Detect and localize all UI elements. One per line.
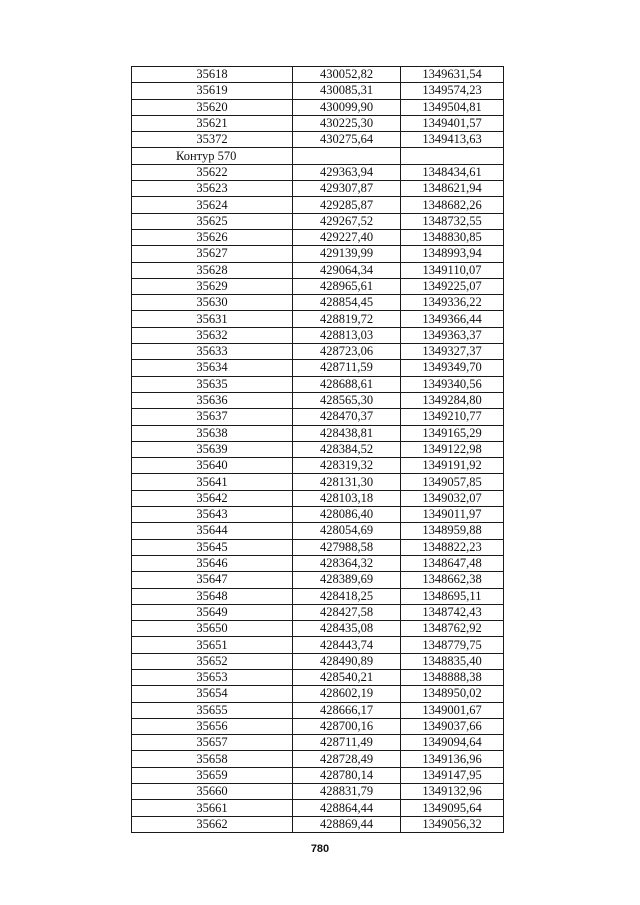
x-coordinate-cell: 428666,17 (293, 702, 401, 718)
point-number-cell: 35628 (132, 262, 293, 278)
y-coordinate-cell: 1349401,57 (401, 115, 504, 131)
point-number-cell: 35650 (132, 621, 293, 637)
y-coordinate-cell: 1349349,70 (401, 360, 504, 376)
point-number-cell: 35648 (132, 588, 293, 604)
contour-header-row (132, 148, 504, 164)
x-coordinate-cell: 428780,14 (293, 767, 401, 783)
point-number-cell: 35619 (132, 83, 293, 99)
y-coordinate-cell: 1349327,37 (401, 344, 504, 360)
x-coordinate-cell: 428869,44 (293, 816, 401, 832)
y-coordinate-cell: 1349037,66 (401, 718, 504, 734)
table-row (132, 490, 504, 506)
point-number-cell: 35639 (132, 441, 293, 457)
y-coordinate-cell: 1348434,61 (401, 164, 504, 180)
x-coordinate-cell: 428427,58 (293, 604, 401, 620)
x-coordinate-cell: 428864,44 (293, 800, 401, 816)
table-row (132, 474, 504, 490)
point-number-cell: 35624 (132, 197, 293, 213)
empty-cell (293, 148, 401, 164)
y-coordinate-cell: 1348993,94 (401, 246, 504, 262)
table-row (132, 425, 504, 441)
point-number-cell: 35644 (132, 523, 293, 539)
point-number-cell: 35645 (132, 539, 293, 555)
y-coordinate-cell: 1349631,54 (401, 67, 504, 83)
x-coordinate-cell: 428723,06 (293, 344, 401, 360)
x-coordinate-cell: 429285,87 (293, 197, 401, 213)
table-row (132, 718, 504, 734)
page-number: 780 (310, 843, 330, 855)
x-coordinate-cell: 427988,58 (293, 539, 401, 555)
y-coordinate-cell: 1349057,85 (401, 474, 504, 490)
x-coordinate-cell: 429267,52 (293, 213, 401, 229)
table-row (132, 262, 504, 278)
table-row (132, 784, 504, 800)
y-coordinate-cell: 1349165,29 (401, 425, 504, 441)
point-number-cell: 35658 (132, 751, 293, 767)
y-coordinate-cell: 1348950,02 (401, 686, 504, 702)
x-coordinate-cell: 429227,40 (293, 229, 401, 245)
x-coordinate-cell: 428470,37 (293, 409, 401, 425)
x-coordinate-cell: 428602,19 (293, 686, 401, 702)
table-row (132, 588, 504, 604)
y-coordinate-cell: 1348695,11 (401, 588, 504, 604)
y-coordinate-cell: 1349095,64 (401, 800, 504, 816)
point-number-cell: 35618 (132, 67, 293, 83)
y-coordinate-cell: 1348888,38 (401, 669, 504, 685)
point-number-cell: 35634 (132, 360, 293, 376)
point-number-cell: 35625 (132, 213, 293, 229)
table-row (132, 83, 504, 99)
point-number-cell: 35655 (132, 702, 293, 718)
point-number-cell: 35649 (132, 604, 293, 620)
y-coordinate-cell: 1348779,75 (401, 637, 504, 653)
table-row (132, 458, 504, 474)
table-row (132, 751, 504, 767)
table-row (132, 653, 504, 669)
x-coordinate-cell: 428435,08 (293, 621, 401, 637)
coordinates-table-body (132, 67, 504, 833)
point-number-cell: 35632 (132, 327, 293, 343)
y-coordinate-cell: 1349001,67 (401, 702, 504, 718)
y-coordinate-cell: 1349336,22 (401, 295, 504, 311)
x-coordinate-cell: 430225,30 (293, 115, 401, 131)
point-number-cell: 35623 (132, 181, 293, 197)
point-number-cell: 35621 (132, 115, 293, 131)
y-coordinate-cell: 1348682,26 (401, 197, 504, 213)
x-coordinate-cell: 428364,32 (293, 555, 401, 571)
table-row (132, 507, 504, 523)
x-coordinate-cell: 428819,72 (293, 311, 401, 327)
coordinates-table (131, 66, 504, 833)
y-coordinate-cell: 1348647,48 (401, 555, 504, 571)
x-coordinate-cell: 428319,32 (293, 458, 401, 474)
x-coordinate-cell: 428054,69 (293, 523, 401, 539)
y-coordinate-cell: 1349504,81 (401, 99, 504, 115)
point-number-cell: 35657 (132, 735, 293, 751)
y-coordinate-cell: 1349366,44 (401, 311, 504, 327)
x-coordinate-cell: 428711,49 (293, 735, 401, 751)
table-row (132, 735, 504, 751)
table-row (132, 604, 504, 620)
y-coordinate-cell: 1348822,23 (401, 539, 504, 555)
table-row (132, 800, 504, 816)
y-coordinate-cell: 1349056,32 (401, 816, 504, 832)
point-number-cell: 35646 (132, 555, 293, 571)
x-coordinate-cell: 429307,87 (293, 181, 401, 197)
table-row (132, 767, 504, 783)
table-row (132, 572, 504, 588)
table-row (132, 181, 504, 197)
x-coordinate-cell: 428540,21 (293, 669, 401, 685)
point-number-cell: 35627 (132, 246, 293, 262)
point-number-cell: 35636 (132, 392, 293, 408)
x-coordinate-cell: 429363,94 (293, 164, 401, 180)
contour-label-cell: Контур 570 (132, 148, 293, 164)
y-coordinate-cell: 1349122,98 (401, 441, 504, 457)
point-number-cell: 35651 (132, 637, 293, 653)
point-number-cell: 35647 (132, 572, 293, 588)
table-row (132, 99, 504, 115)
x-coordinate-cell: 428438,81 (293, 425, 401, 441)
y-coordinate-cell: 1349574,23 (401, 83, 504, 99)
x-coordinate-cell: 428103,18 (293, 490, 401, 506)
point-number-cell: 35620 (132, 99, 293, 115)
y-coordinate-cell: 1349032,07 (401, 490, 504, 506)
point-number-cell: 35659 (132, 767, 293, 783)
table-row (132, 686, 504, 702)
table-row (132, 409, 504, 425)
y-coordinate-cell: 1349363,37 (401, 327, 504, 343)
x-coordinate-cell: 428854,45 (293, 295, 401, 311)
x-coordinate-cell: 428389,69 (293, 572, 401, 588)
x-coordinate-cell: 428418,25 (293, 588, 401, 604)
y-coordinate-cell: 1349191,92 (401, 458, 504, 474)
table-row (132, 197, 504, 213)
table-row (132, 637, 504, 653)
table-row (132, 164, 504, 180)
table-row (132, 278, 504, 294)
y-coordinate-cell: 1348662,38 (401, 572, 504, 588)
point-number-cell: 35653 (132, 669, 293, 685)
table-row (132, 441, 504, 457)
y-coordinate-cell: 1349132,96 (401, 784, 504, 800)
table-row (132, 246, 504, 262)
point-number-cell: 35656 (132, 718, 293, 734)
point-number-cell: 35643 (132, 507, 293, 523)
y-coordinate-cell: 1349147,95 (401, 767, 504, 783)
y-coordinate-cell: 1348621,94 (401, 181, 504, 197)
x-coordinate-cell: 428131,30 (293, 474, 401, 490)
x-coordinate-cell: 428565,30 (293, 392, 401, 408)
x-coordinate-cell: 430052,82 (293, 67, 401, 83)
y-coordinate-cell: 1348732,55 (401, 213, 504, 229)
table-row (132, 669, 504, 685)
table-row (132, 229, 504, 245)
table-row (132, 360, 504, 376)
point-number-cell: 35654 (132, 686, 293, 702)
y-coordinate-cell: 1348830,85 (401, 229, 504, 245)
point-number-cell: 35372 (132, 132, 293, 148)
table-row (132, 67, 504, 83)
table-row (132, 213, 504, 229)
y-coordinate-cell: 1349136,96 (401, 751, 504, 767)
y-coordinate-cell: 1349011,97 (401, 507, 504, 523)
x-coordinate-cell: 428086,40 (293, 507, 401, 523)
table-row (132, 327, 504, 343)
point-number-cell: 35629 (132, 278, 293, 294)
point-number-cell: 35638 (132, 425, 293, 441)
y-coordinate-cell: 1349340,56 (401, 376, 504, 392)
y-coordinate-cell: 1349413,63 (401, 132, 504, 148)
x-coordinate-cell: 428700,16 (293, 718, 401, 734)
y-coordinate-cell: 1348762,92 (401, 621, 504, 637)
y-coordinate-cell: 1348835,40 (401, 653, 504, 669)
point-number-cell: 35626 (132, 229, 293, 245)
x-coordinate-cell: 428688,61 (293, 376, 401, 392)
table-row (132, 132, 504, 148)
point-number-cell: 35640 (132, 458, 293, 474)
x-coordinate-cell: 430099,90 (293, 99, 401, 115)
table-row (132, 311, 504, 327)
table-row (132, 816, 504, 832)
x-coordinate-cell: 428831,79 (293, 784, 401, 800)
point-number-cell: 35622 (132, 164, 293, 180)
x-coordinate-cell: 430085,31 (293, 83, 401, 99)
x-coordinate-cell: 429139,99 (293, 246, 401, 262)
point-number-cell: 35642 (132, 490, 293, 506)
table-row (132, 115, 504, 131)
x-coordinate-cell: 428443,74 (293, 637, 401, 653)
x-coordinate-cell: 428490,89 (293, 653, 401, 669)
point-number-cell: 35637 (132, 409, 293, 425)
y-coordinate-cell: 1349094,64 (401, 735, 504, 751)
point-number-cell: 35631 (132, 311, 293, 327)
x-coordinate-cell: 428711,59 (293, 360, 401, 376)
y-coordinate-cell: 1349110,07 (401, 262, 504, 278)
y-coordinate-cell: 1348959,88 (401, 523, 504, 539)
point-number-cell: 35660 (132, 784, 293, 800)
point-number-cell: 35662 (132, 816, 293, 832)
point-number-cell: 35635 (132, 376, 293, 392)
empty-cell (401, 148, 504, 164)
table-row (132, 344, 504, 360)
x-coordinate-cell: 429064,34 (293, 262, 401, 278)
point-number-cell: 35630 (132, 295, 293, 311)
table-row (132, 392, 504, 408)
y-coordinate-cell: 1348742,43 (401, 604, 504, 620)
table-row (132, 621, 504, 637)
table-row (132, 539, 504, 555)
y-coordinate-cell: 1349284,80 (401, 392, 504, 408)
x-coordinate-cell: 430275,64 (293, 132, 401, 148)
x-coordinate-cell: 428384,52 (293, 441, 401, 457)
x-coordinate-cell: 428813,03 (293, 327, 401, 343)
x-coordinate-cell: 428965,61 (293, 278, 401, 294)
point-number-cell: 35652 (132, 653, 293, 669)
table-row (132, 295, 504, 311)
table-row (132, 376, 504, 392)
point-number-cell: 35661 (132, 800, 293, 816)
point-number-cell: 35633 (132, 344, 293, 360)
table-row (132, 523, 504, 539)
table-row (132, 555, 504, 571)
table-row (132, 702, 504, 718)
y-coordinate-cell: 1349210,77 (401, 409, 504, 425)
point-number-cell: 35641 (132, 474, 293, 490)
x-coordinate-cell: 428728,49 (293, 751, 401, 767)
y-coordinate-cell: 1349225,07 (401, 278, 504, 294)
